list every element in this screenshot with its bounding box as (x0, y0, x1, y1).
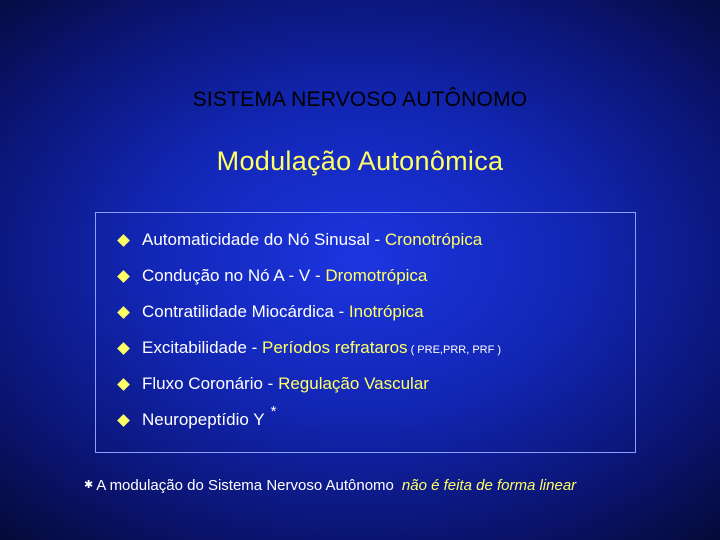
bullet-label: Contratilidade Miocárdica - (142, 302, 349, 321)
bullet-list (118, 226, 501, 442)
slide-title: SISTEMA NERVOSO AUTÔNOMO (192, 88, 528, 111)
bullet-label: Fluxo Coronário - (142, 374, 279, 393)
bullet-label: Condução no Nó A - V - (142, 266, 326, 285)
bullet-label: Excitabilidade - (142, 338, 263, 357)
diamond-bullet-icon (117, 306, 130, 319)
diamond-bullet-icon (117, 342, 130, 355)
list-item (118, 226, 501, 262)
list-item (118, 403, 501, 442)
bullet-label: Neuropeptídio Y (142, 410, 265, 429)
diamond-bullet-icon (117, 234, 130, 247)
bullet-label: Automaticidade do Nó Sinusal - (142, 230, 385, 249)
bullet-note: ( PRE,PRR, PRF ) (407, 344, 502, 356)
slide-subtitle: Modulação Autonômica (216, 146, 504, 176)
asterisk-icon: ✱ (84, 479, 94, 491)
bullet-accent: Dromotrópica (325, 266, 428, 285)
footnote-emphasis: não é feita de forma linear (401, 477, 577, 494)
list-item (118, 370, 501, 406)
diamond-bullet-icon (117, 378, 130, 391)
footnote-text: A modulação do Sistema Nervoso Autônomo (96, 477, 394, 494)
bullet-accent: Regulação Vascular (278, 374, 429, 393)
list-item (118, 262, 501, 298)
list-item (118, 298, 501, 334)
diamond-bullet-icon (117, 270, 130, 283)
list-item (118, 334, 501, 370)
bullet-accent: Inotrópica (348, 302, 424, 321)
asterisk-superscript: * (270, 403, 277, 420)
bullet-accent: Períodos refrataros (262, 338, 408, 357)
footnote (84, 477, 576, 494)
diamond-bullet-icon (117, 414, 130, 427)
bullet-accent: Cronotrópica (384, 230, 483, 249)
